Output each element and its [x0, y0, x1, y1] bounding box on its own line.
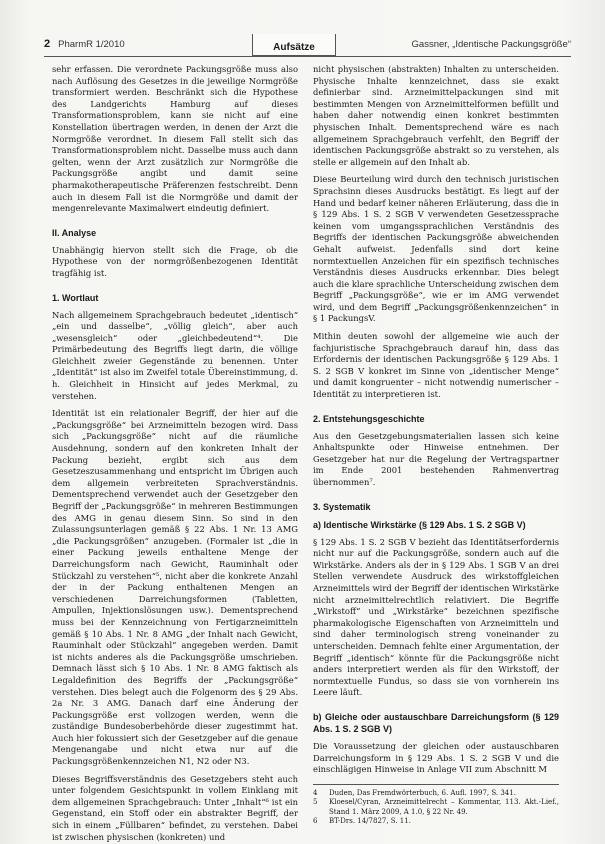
- heading-darreichungsform: b) Gleiche oder austauschbare Darreichungsform (§ 129 Abs. 1 S. 2 SGB V): [313, 711, 559, 734]
- journal-name: PharmR 1/2010: [58, 39, 125, 50]
- paragraph: Unabhängig hiervon stellt sich die Frage, ob die Hypothese von der normgrößenbezogenen Identität tragfähig ist.: [52, 244, 298, 278]
- heading-analyse: II. Analyse: [52, 227, 97, 238]
- paragraph: Diese Beurteilung wird durch den technisch juristischen Sprachsinn dieses Ausdrucks bestätigt. Es liegt auf der Hand und bedarf keiner näheren Erläuterung, dass die in § 129 Abs. 1 S. 2 SGB V verwendeten Gesetzessprache keinen vom umgangssprachlichen Verständnis des Begriffs der identischen Packungsgröße abweichenden Gehalt aufweist. Jedenfalls sind dort keine normtextuellen Anzeichen für ein spezifisch technisches Verständnis dieses Ausdrucks erkennbar. Dies belegt auch die klare sprachliche Unterscheidung zwischen dem Begriff „Packungsgröße“, wie er im AMG verwendet wird, und dem Begriff „Packungsgrößenkennzeichen“ in § 1 PackungsV.: [313, 174, 559, 324]
- footnote-text: BT-Drs. 14/7827, S. 11.: [329, 817, 411, 826]
- footnote-text: Duden, Das Fremdwörterbuch, 6. Aufl. 1997, S. 341.: [329, 788, 516, 797]
- footnotes: [313, 784, 559, 827]
- header-rule: [44, 56, 571, 57]
- footnote: [313, 789, 559, 799]
- header-left: [44, 38, 125, 50]
- footnote: [313, 798, 559, 817]
- paragraph: Die Voraussetzung der gleichen oder austauschbaren Darreichungsform in § 129 Abs. 1 S. 2 SGB V und die einschlägigen Hinweise in Anlage VII zum Abschnitt M: [313, 740, 559, 775]
- heading-entstehungsgeschichte: 2. Entstehungsgeschichte: [313, 413, 425, 424]
- paragraph: Aus den Gesetzgebungsmaterialien lassen sich keine Anhaltspunkte oder Hinweise entnehmen. Der Gesetzgeber hat nur die Regelung der Vertragspartner im Ende 2001 bestehenden Rahmenvertrag übernommen⁷.: [313, 430, 559, 487]
- left-column: [52, 64, 298, 844]
- paragraph: sehr erfassen. Die verordnete Packungsgröße muss also nach Auflösung des Gesetzes in die jeweilige Normgröße transformiert werden. Beschränkt sich die Hypothese des Landgerichts Hamburg auf dieses Transformationsproblem, kann sie nicht auf eine Konstellation übertragen werden, in denen der Arzt die Normgröße verordnet. In diesem Fall stellt sich das Transformationsproblem nicht. Dasselbe muss auch dann gelten, wenn der Arzt zusätzlich zur Normgröße die Packungsgröße angibt und damit seine pharmakotherapeutische Präferenzen festschreibt. Denn auch in diesem Fall ist die Normgröße und damit der mengenrelevante Maximalwert eindeutig definiert.: [52, 64, 298, 214]
- paragraph: nicht physischen (abstrakten) Inhalten zu unterscheiden. Physische Inhalte kennzeichnet, dass sie exakt definierbar sind. Arzneimittelpackungen sind mit bestimmten Mengen von Arzneimittelformen befüllt und haben daher notwendig einen konkret bestimmten physischen Inhalt. Dementsprechend wäre es nach allgemeinem Sprachgebrauch verfehlt, den Begriff der identischen Packungsgröße abstrakt so zu verstehen, als stelle er allgemein auf den Inhalt ab.: [313, 64, 559, 167]
- heading-wortlaut: 1. Wortlaut: [52, 292, 99, 303]
- paragraph: § 129 Abs. 1 S. 2 SGB V bezieht das Identitätserfordernis nicht nur auf die Packungsgröße, sondern auch auf die Wirkstärke. Anders als der in § 129 Abs. 1 SGB V an drei Stellen verwendete Ausdruck des wirkstoffgleichen Arzneimittels wird der Begriff der identischen Wirkstärke nicht arzneimittelrechtlich relativiert. Die Begriffe „Wirkstoff“ und „Wirkstärke“ bezeichnen spezifische pharmakologische Eigenschaften von Arzneimitteln und sind daher terminologisch streng voneinander zu unterscheiden. Demnach fehlte einer Argumentation, der Begriff „identisch“ könnte für die Packungsgröße nicht anders interpretiert werden als für den Wirkstoff, der normtextuelle Fundus, so dass sie von vornherein ins Leere läuft.: [313, 536, 559, 698]
- footnote-text: Kloesel/Cyran, Arzneimittelrecht – Kommentar, 113. Akt.-Lief., Stand 1. März 2009, A 1.0, § 22 Nr. 49.: [329, 798, 559, 816]
- paragraph: Identität ist ein relationaler Begriff, der hier auf die „Packungsgröße“ bei Arzneimitteln bezogen wird. Dass sich „Packungsgröße“ nicht auf die räumliche Ausdehnung, sondern auf den konkreten Inhalt der Packung bezieht, ergibt sich aus dem Gesetzeszusammenhang und entspricht im Übrigen auch dem allgemein verbreiteten Sprachverständnis. Dementsprechend verwendet auch der Gesetzgeber den Begriff der „Packungsgröße“ in mehreren Bestimmungen des AMG in genau diesem Sinn. So sind in den Zulassungsunterlagen gemäß § 22 Abs. 1 Nr. 13 AMG „die Packungsgrößen“ anzugeben. (Formaler ist „die in einer Packung jeweils enthaltene Menge der Darreichungsform nach Gewicht, Rauminhalt oder Stückzahl zu verstehen“⁵, nicht aber die konkrete Anzahl der in der Packung enthaltenen Mengen an verschiedenen Darreichungsformen (Tabletten, Ampullen, Injektionslösungen usw.). Dementsprechend muss bei der Kennzeichnung von Fertigarzneimitteln gemäß § 10 Abs. 1 Nr. 8 AMG „der Inhalt nach Gewicht, Rauminhalt oder Stückzahl“ angegeben werden. Damit ist nichts anderes als die Packungsgröße umschrieben. Demnach lässt sich § 10 Abs. 1 Nr. 8 AMG faktisch als Legaldefinition des Begriffs der „Packungsgröße“ verstehen. Dies belegt auch die Folgenorm des § 29 Abs. 2a Nr. 3 AMG. Danach darf eine Änderung der Packungsgröße erst vollzogen werden, wenn die zuständige Bundesoberbehörde dieser zugestimmt hat. Auch hier fokussiert sich der Gesetzgeber auf die genaue Mengenangabe und nicht etwa nur auf die Packungsgrößenkennzeichen N1, N2 oder N3.: [52, 408, 298, 767]
- footnote-number: 5: [313, 798, 318, 807]
- footnote-number: 6: [313, 817, 318, 826]
- section-label: Aufsätze: [252, 34, 336, 56]
- paragraph: Nach allgemeinem Sprachgebrauch bedeutet „identisch“ „ein und dasselbe“, „völlig gleich“, aber auch „wesensgleich“ oder „gleichbedeutend“⁴. Die Primärbedeutung des Begriffs liegt darin, die völlige Gleichheit zweier Gegenstände zu benennen. Unter „Identität“ ist also im Zweifel totale Übereinstimmung, d. h. Gleichheit in Hinsicht auf jedes Merkmal, zu verstehen.: [52, 309, 298, 401]
- footnote-number: 4: [313, 788, 318, 797]
- footnote: [313, 817, 559, 827]
- page-number: 2: [44, 38, 51, 50]
- heading-systematik: 3. Systematik: [313, 501, 371, 512]
- article-author: Gassner, „Identische Packungsgröße“: [411, 39, 571, 50]
- right-column: [313, 64, 559, 827]
- heading-identische-wirkstaerke: a) Identische Wirkstärke (§ 129 Abs. 1 S. 2 SGB V): [313, 519, 526, 530]
- paragraph: Mithin deuten sowohl der allgemeine wie auch der fachjuristische Sprachgebrauch darauf hin, dass das Erfordernis der identischen Packungsgröße § 129 Abs. 1 S. 2 SGB V konkret im Sinne von „identischer Menge“ und damit kongruenter – nicht notwendig numerischer – Identität zu interpretieren ist.: [313, 331, 559, 400]
- paragraph: Dieses Begriffsverständnis des Gesetzgebers steht auch unter folgendem Gesichtspunkt in vollem Einklang mit dem allgemeinen Sprachgebrauch: Unter „Inhalt“⁶ ist ein Gegenstand, ein Stoff oder ein abstrakter Begriff, der sich in einem „Füllbaren“ befindet, zu verstehen. Dabei ist zwischen physischen (konkreten) und: [52, 773, 298, 842]
